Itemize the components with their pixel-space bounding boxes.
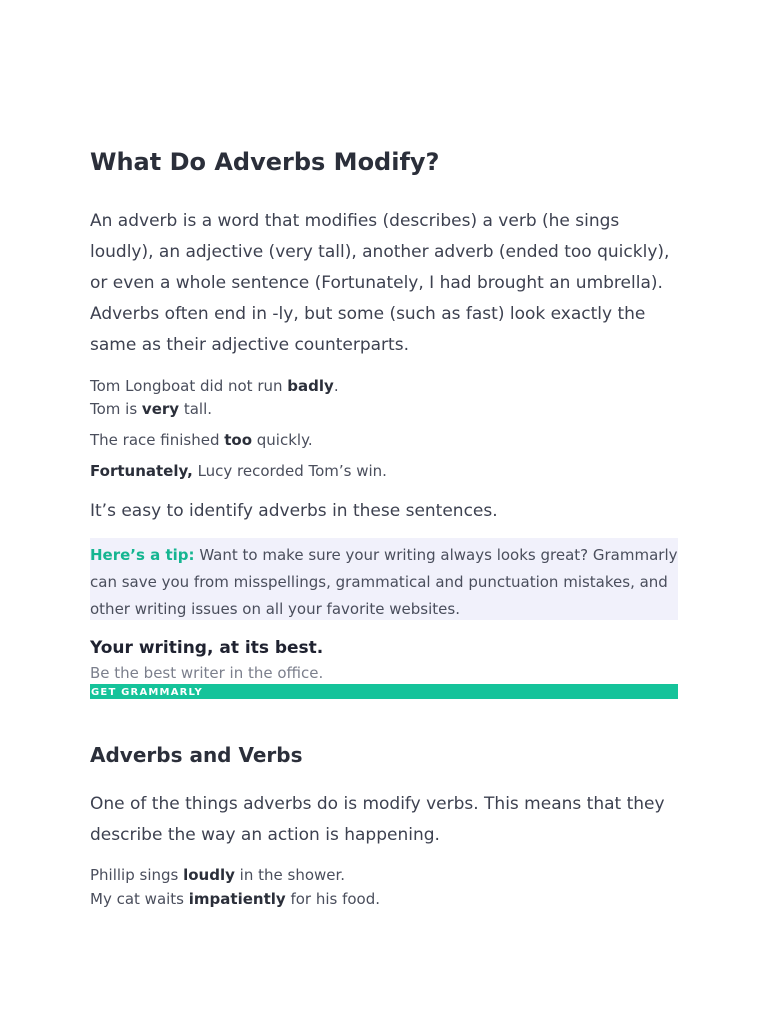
section-intro-paragraph: One of the things adverbs do is modify verbs. This means that they describe the way an action is happening. (90, 794, 665, 845)
page-title: What Do Adverbs Modify? (90, 148, 440, 176)
example-sentence: My cat waits impatiently for his food. (90, 890, 381, 908)
get-grammarly-button[interactable]: GET GRAMMARLY (90, 684, 678, 699)
tip-body: Want to make sure your writing always looks great? Grammarly can save you from misspellings, grammatical and punctuation mistakes, and other writing issues on all your favorite websites. (90, 546, 678, 618)
example-adverb: impatiently (188, 890, 286, 908)
tip-box (90, 538, 678, 620)
example-sentence: The race finished too quickly. (90, 431, 313, 449)
example-sentence: Fortunately, Lucy recorded Tom’s win. (90, 462, 387, 480)
tip-text (90, 538, 678, 623)
example-sentence: Phillip sings loudly in the shower. (90, 866, 346, 884)
example-adverb: too (224, 431, 253, 449)
example-adverb: badly (287, 377, 334, 395)
example-adverb: Fortunately, (90, 462, 193, 480)
example-sentence: Tom Longboat did not run badly. (90, 377, 339, 395)
section-heading: Adverbs and Verbs (90, 743, 303, 767)
summary-paragraph: It’s easy to identify adverbs in these sentences. (90, 501, 498, 521)
example-adverb: very (141, 400, 180, 418)
example-sentence: Tom is very tall. (90, 400, 213, 418)
example-adverb: loudly (183, 866, 235, 884)
promo-subtitle: Be the best writer in the office. (90, 664, 324, 682)
tip-label: Here’s a tip: (90, 546, 195, 564)
intro-paragraph: An adverb is a word that modifies (describes) a verb (he sings loudly), an adjective (very tall), another adverb (ended too quickly), or even a whole sentence (Fortunately, I had brought an umbrella). Adverbs often end in -ly, but some (such as fast) look exactly the same as their adjective counterparts. (90, 211, 670, 355)
promo-title: Your writing, at its best. (90, 638, 324, 658)
